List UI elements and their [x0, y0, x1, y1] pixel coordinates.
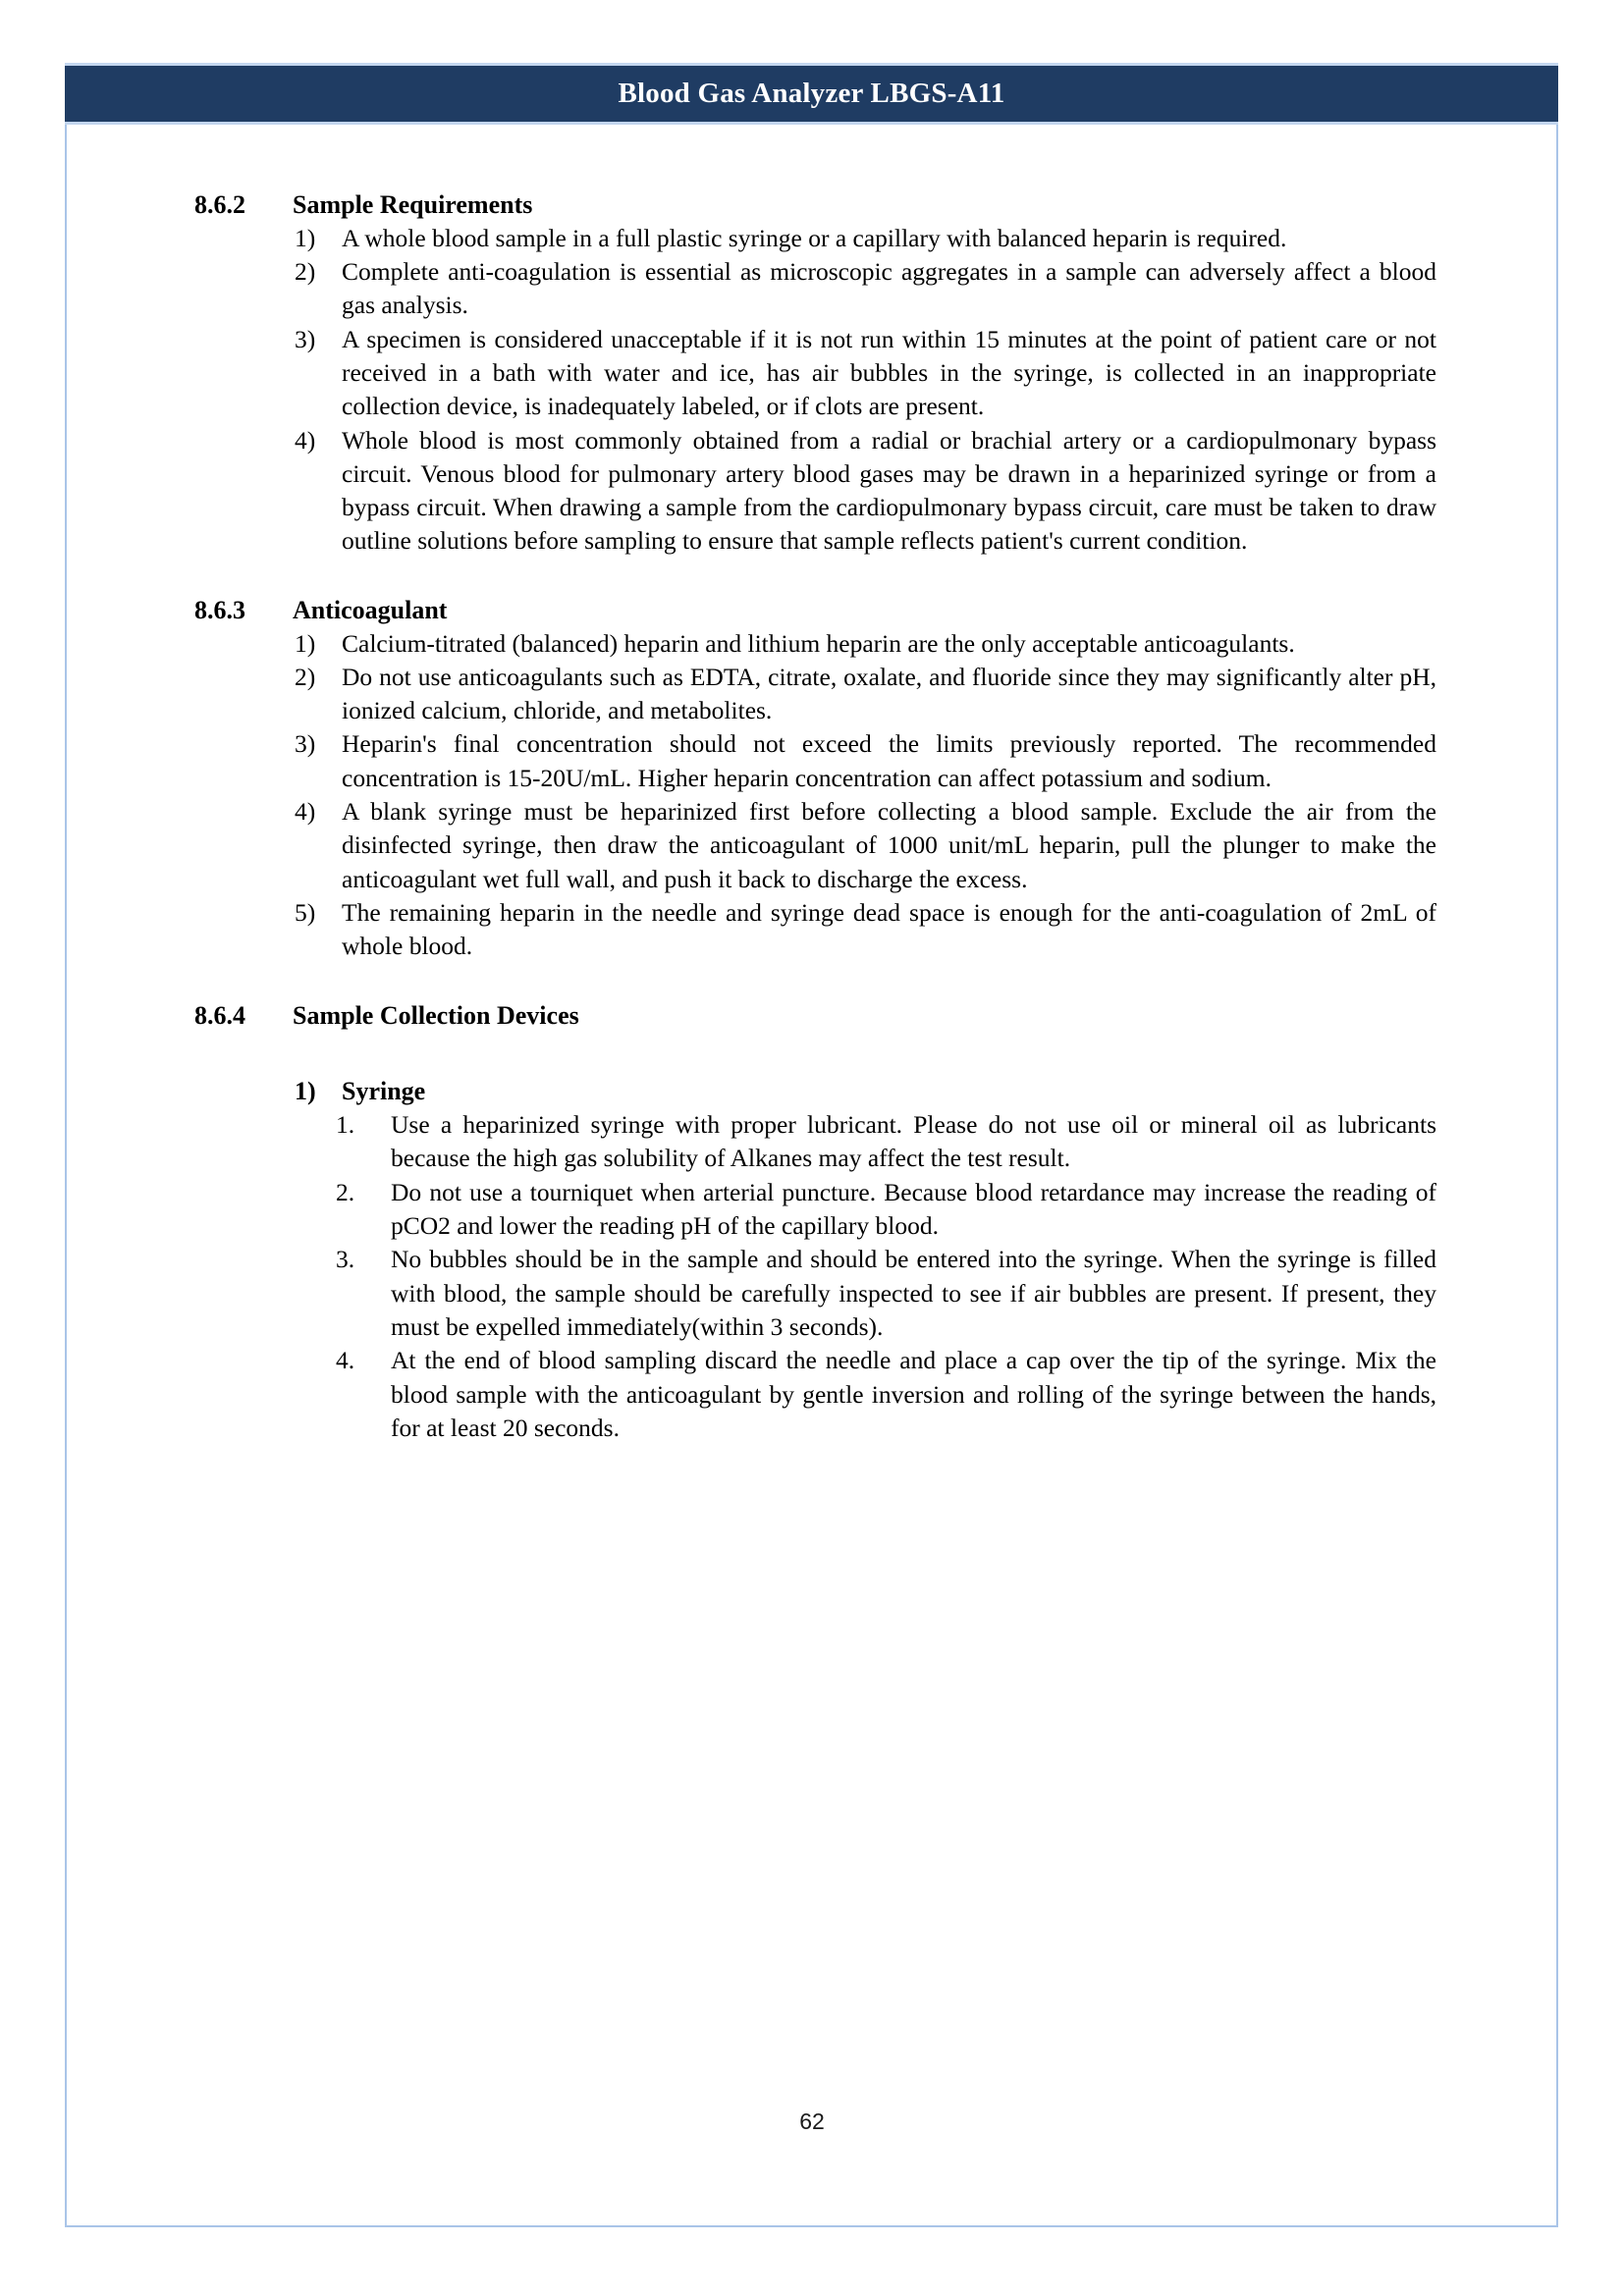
section-number: 8.6.4 — [194, 1000, 245, 1030]
list-item — [336, 1344, 1436, 1445]
list-item — [295, 222, 1436, 255]
list-item-text: No bubbles should be in the sample and should be entered into the syringe. When the syringe is filled with blood, the sample should be carefully inspected to see if air bubbles are present. If present, they must be expelled immediately(within 3 seconds). — [391, 1245, 1436, 1341]
section-spacer — [194, 964, 1436, 999]
section-heading-8-6-3 — [194, 594, 1436, 627]
list-item — [295, 627, 1436, 661]
section-heading-8-6-2 — [194, 188, 1436, 222]
list-marker: 1. — [336, 1110, 355, 1140]
list-item-text: A blank syringe must be heparinized first before collecting a blood sample. Exclude the air from the disinfected syringe, then draw the anticoagulant of 1000 unit/mL heparin, pull the plunger to make the anticoagulant wet full wall, and push it back to discharge the excess. — [342, 797, 1436, 893]
list-item-text: Do not use a tourniquet when arterial puncture. Because blood retardance may increase the reading of pCO2 and lower the reading pH of the capillary blood. — [391, 1177, 1436, 1241]
list-marker: 2. — [336, 1177, 355, 1206]
list-item-text: A specimen is considered unacceptable if it is not run within 15 minutes at the point of patient care or not received in a bath with water and ice, has air bubbles in the syringe, is collected in an inappropriate collection device, is inadequately labeled, or if clots are present. — [342, 324, 1436, 421]
list-item — [295, 323, 1436, 424]
page-number: 62 — [799, 2109, 825, 2134]
list-item-text: Whole blood is most commonly obtained from a radial or brachial artery or a cardiopulmonary bypass circuit. Venous blood for pulmonary artery blood gases may be drawn in a heparinized syringe or from a bypass circuit. When drawing a sample from the cardiopulmonary bypass circuit, care must be taken to draw outline solutions before sampling to ensure that sample reflects patient's current condition. — [342, 425, 1436, 556]
list-subsection-syringe — [336, 1108, 1436, 1445]
list-item — [336, 1176, 1436, 1244]
list-marker: 3) — [295, 324, 316, 353]
list-marker: 2) — [295, 662, 316, 691]
list-item-text: Calcium-titrated (balanced) heparin and lithium heparin are the only acceptable anticoagulants. — [342, 628, 1295, 658]
list-item-text: Do not use anticoagulants such as EDTA, citrate, oxalate, and fluoride since they may significantly alter pH, ionized calcium, chloride, and metabolites. — [342, 662, 1436, 725]
document-title: Blood Gas Analyzer LBGS-A11 — [618, 78, 1005, 109]
list-item-text: A whole blood sample in a full plastic syringe or a capillary with balanced heparin is required. — [342, 223, 1287, 252]
list-marker: 3) — [295, 729, 316, 759]
list-item-text: The remaining heparin in the needle and syringe dead space is enough for the anti-coagulation of 2mL of whole blood. — [342, 897, 1436, 961]
body-column — [194, 188, 1436, 1445]
section-title: Sample Requirements — [293, 190, 533, 219]
section-title: Sample Collection Devices — [293, 1000, 579, 1030]
list-marker: 1) — [295, 223, 316, 252]
subsection-marker: 1) — [295, 1077, 316, 1106]
list-section-8-6-2 — [295, 222, 1436, 559]
list-item-text: Heparin's final concentration should not exceed the limits previously reported. The recommended concentration is 15-20U/mL. Higher heparin concentration can affect potassium and sodium. — [342, 729, 1436, 792]
list-item-text: Use a heparinized syringe with proper lubricant. Please do not use oil or mineral oil as lubricants because the high gas solubility of Alkanes may affect the test result. — [391, 1110, 1436, 1173]
list-item — [336, 1243, 1436, 1344]
section-number: 8.6.2 — [194, 190, 245, 219]
section-title: Anticoagulant — [293, 595, 448, 624]
list-item — [336, 1108, 1436, 1176]
list-item — [295, 795, 1436, 896]
section-number: 8.6.3 — [194, 595, 245, 624]
list-section-8-6-3 — [295, 627, 1436, 964]
list-item — [295, 727, 1436, 795]
section-heading-8-6-4 — [194, 999, 1436, 1033]
list-marker: 2) — [295, 257, 316, 287]
list-item-text: Complete anti-coagulation is essential as microscopic aggregates in a sample can adversely affect a blood gas analysis. — [342, 257, 1436, 320]
subsection-heading-syringe — [295, 1075, 1436, 1108]
list-marker: 1) — [295, 628, 316, 658]
list-marker: 4) — [295, 425, 316, 454]
list-marker: 3. — [336, 1245, 355, 1274]
list-marker: 4) — [295, 797, 316, 827]
section-spacer — [194, 559, 1436, 594]
list-item — [295, 424, 1436, 559]
list-item — [295, 661, 1436, 728]
subsection-spacer — [194, 1032, 1436, 1075]
list-item-text: At the end of blood sampling discard the needle and place a cap over the tip of the syringe. Mix the blood sample with the anticoagulant by gentle inversion and rolling of the syringe between the hands, for at least 20 seconds. — [391, 1346, 1436, 1442]
list-marker: 5) — [295, 897, 316, 927]
list-marker: 4. — [336, 1346, 355, 1375]
list-item — [295, 896, 1436, 964]
list-item — [295, 255, 1436, 323]
subsection-title: Syringe — [342, 1077, 426, 1106]
